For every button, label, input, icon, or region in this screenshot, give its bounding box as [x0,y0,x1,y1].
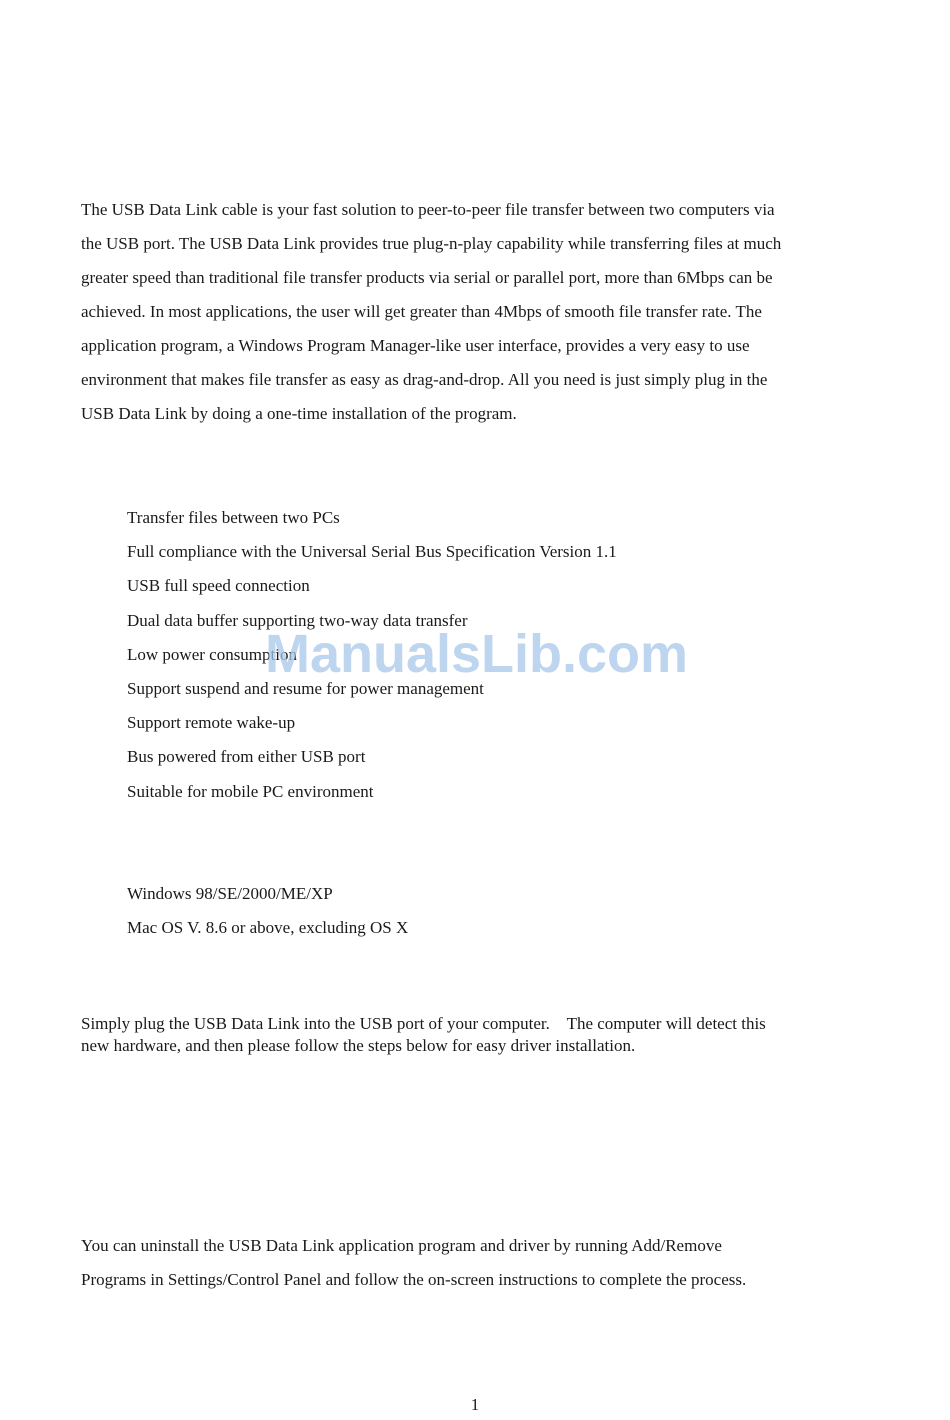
feature-item: Suitable for mobile PC environment [127,781,374,801]
watermark-logo: ManualsLib.com [265,624,689,684]
intro-line: the USB port. The USB Data Link provides true plug-n-play capability while transferring files at much [81,234,782,253]
feature-item: Transfer files between two PCs [127,508,340,527]
feature-item: Support remote wake-up [127,713,296,733]
requirement-item: Mac OS V. 8.6 or above, excluding OS X [127,918,409,938]
feature-item: Full compliance with the Universal Serial Bus Specification Version 1.1 [127,542,617,562]
installation-line: Simply plug the USB Data Link into the USB port of your computer. The computer will detect this [81,1014,766,1033]
system-requirements-list [127,877,408,945]
intro-line: greater speed than traditional file transfer products via serial or parallel port, more than 6Mbps can be [81,268,773,287]
uninstall-line: You can uninstall the USB Data Link application program and driver by running Add/Remove [81,1236,722,1255]
requirement-item: Windows 98/SE/2000/ME/XP [127,884,333,903]
intro-line: environment that makes file transfer as easy as drag-and-drop. All you need is just simply plug in the [81,370,768,389]
uninstall-paragraph [81,1229,881,1297]
uninstall-line: Programs in Settings/Control Panel and follow the on-screen instructions to complete the process. [81,1270,747,1289]
feature-item: Support suspend and resume for power management [127,678,484,698]
intro-line: USB Data Link by doing a one-time installation of the program. [81,404,517,423]
feature-item: Bus powered from either USB port [127,747,366,767]
feature-item: Dual data buffer supporting two-way data transfer [127,610,468,630]
page-number: 1 [470,1395,480,1414]
installation-paragraph [81,1013,881,1057]
installation-line: new hardware, and then please follow the steps below for easy driver installation. [81,1036,636,1055]
features-list [127,501,617,809]
intro-line: achieved. In most applications, the user will get greater than 4Mbps of smooth file transfer rate. The [81,302,762,321]
intro-line: The USB Data Link cable is your fast solution to peer-to-peer file transfer between two computers via [81,200,775,219]
intro-paragraph [81,193,881,431]
intro-line: application program, a Windows Program Manager-like user interface, provides a very easy to use [81,336,750,355]
feature-item: Low power consumption [127,644,297,664]
feature-item: USB full speed connection [127,576,310,596]
